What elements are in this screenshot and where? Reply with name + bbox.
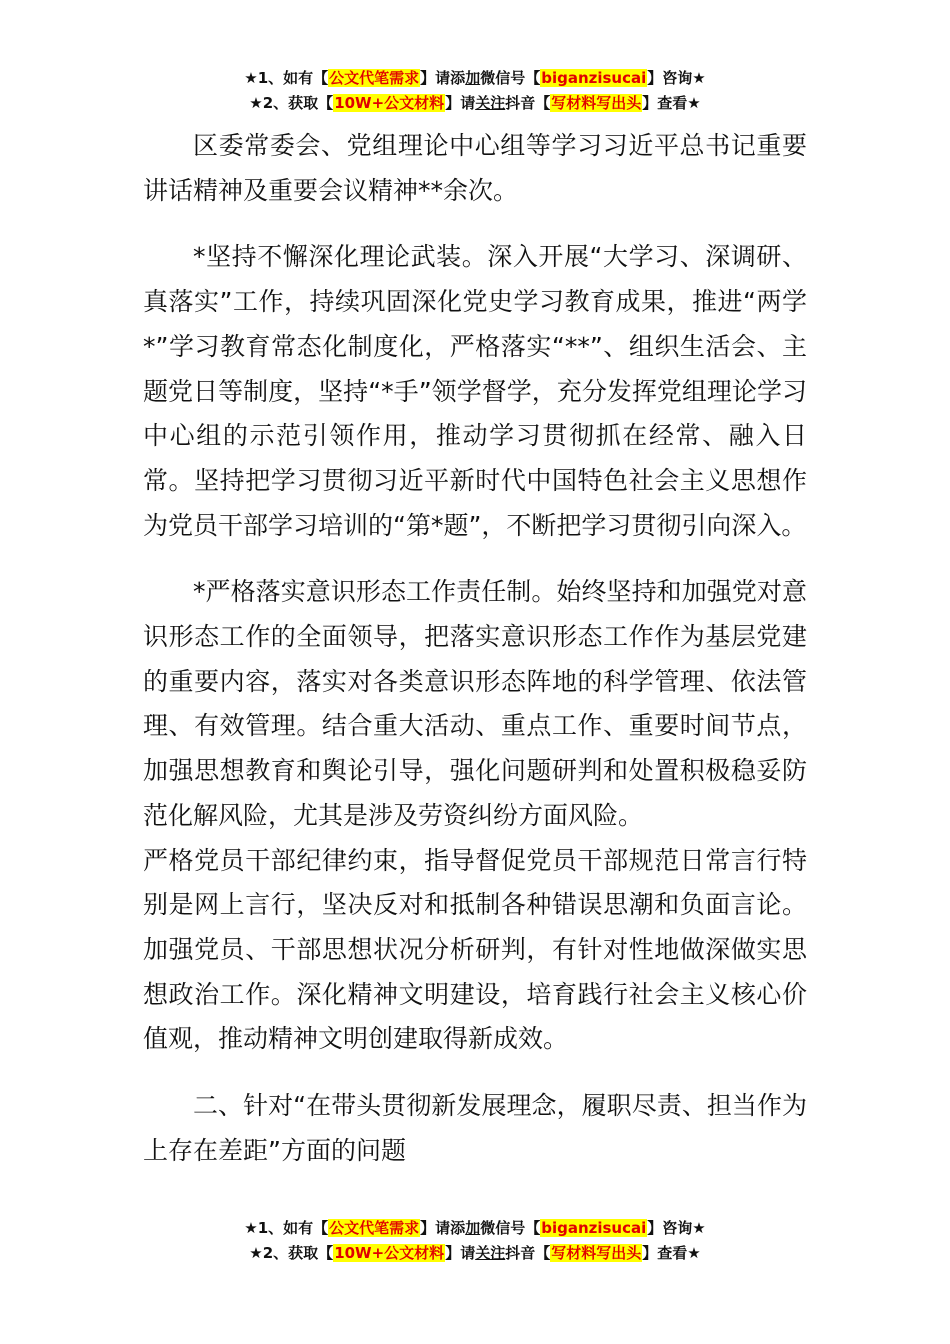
highlight-materials: 10W+公文材料 — [334, 94, 445, 112]
header-banner — [0, 66, 950, 116]
banner-text: 微信号【 — [480, 69, 541, 87]
banner-text: ★1、如有【 — [244, 69, 329, 87]
banner-line-2 — [0, 1241, 950, 1266]
document-body — [143, 124, 807, 1173]
highlight-wechat-id: biganzisucai — [541, 69, 647, 87]
banner-line-1 — [0, 1216, 950, 1241]
section-heading-2: 二、针对“在带头贯彻新发展理念，履职尽责、担当作为上存在差距”方面的问题 — [143, 1091, 807, 1165]
underlined-text: 关注 — [475, 94, 506, 112]
banner-text: 】请 — [445, 1244, 476, 1262]
banner-text: 】请添 — [420, 1219, 466, 1237]
banner-line-1 — [0, 66, 950, 91]
paragraph-ideology-responsibility: *严格落实意识形态工作责任制。始终坚持和加强党对意识形态工作的全面领导，把落实意识形态工作作为基层党建的重要内容，落实对各类意识形态阵地的科学管理、依法管理、有效管理。结合重大活动、重点工作、重要时间节点，加强思想教育和舆论引导，强化问题研判和处置积极稳妥防范化解风险，尤其是涉及劳资纠纷方面风险。 — [143, 577, 807, 830]
banner-text: 抖音【 — [505, 1244, 551, 1262]
paragraph-study-summary: 区委常委会、党组理论中心组等学习习近平总书记重要讲话精神及重要会议精神**余次。 — [143, 131, 807, 205]
banner-text: 抖音【 — [505, 94, 551, 112]
underlined-text: 加 — [465, 69, 481, 87]
banner-text: 】请 — [445, 94, 476, 112]
banner-text: 微信号【 — [480, 1219, 541, 1237]
highlight-douyin: 写材料写出头 — [551, 94, 642, 112]
highlight-douyin: 写材料写出头 — [551, 1244, 642, 1262]
underlined-text: 关注 — [475, 1244, 506, 1262]
banner-text: 】咨询★ — [647, 69, 706, 87]
banner-text: ★2、获取【 — [249, 1244, 334, 1262]
banner-text: ★2、获取【 — [249, 94, 334, 112]
banner-text: 】请添 — [420, 69, 466, 87]
highlight-service: 公文代笔需求 — [329, 1219, 420, 1237]
highlight-wechat-id: biganzisucai — [541, 1219, 647, 1237]
paragraph-discipline: 严格党员干部纪律约束，指导督促党员干部规范日常言行特别是网上言行，坚决反对和抵制各种错误思潮和负面言论。加强党员、干部思想状况分析研判，有针对性地做深做实思想政治工作。深化精神文明建设，培育践行社会主义核心价值观，推动精神文明创建取得新成效。 — [143, 845, 807, 1054]
paragraph-theory-armament: *坚持不懈深化理论武装。深入开展“大学习、深调研、真落实”工作，持续巩固深化党史学习教育成果，推进“两学*”学习教育常态化制度化，严格落实“**”、组织生活会、主题党日等制度，坚持“*手”领学督学，充分发挥党组理论学习中心组的示范引领作用，推动学习贯彻抓在经常、融入日常。坚持把学习贯彻习近平新时代中国特色社会主义思想作为党员干部学习培训的“第*题”，不断把学习贯彻引向深入。 — [143, 242, 807, 540]
highlight-materials: 10W+公文材料 — [334, 1244, 445, 1262]
footer-banner — [0, 1216, 950, 1266]
banner-text: ★1、如有【 — [244, 1219, 329, 1237]
banner-text: 】查看★ — [642, 1244, 701, 1262]
banner-text: 】查看★ — [642, 94, 701, 112]
highlight-service: 公文代笔需求 — [329, 69, 420, 87]
banner-text: 】咨询★ — [647, 1219, 706, 1237]
banner-line-2 — [0, 91, 950, 116]
underlined-text: 加 — [465, 1219, 481, 1237]
